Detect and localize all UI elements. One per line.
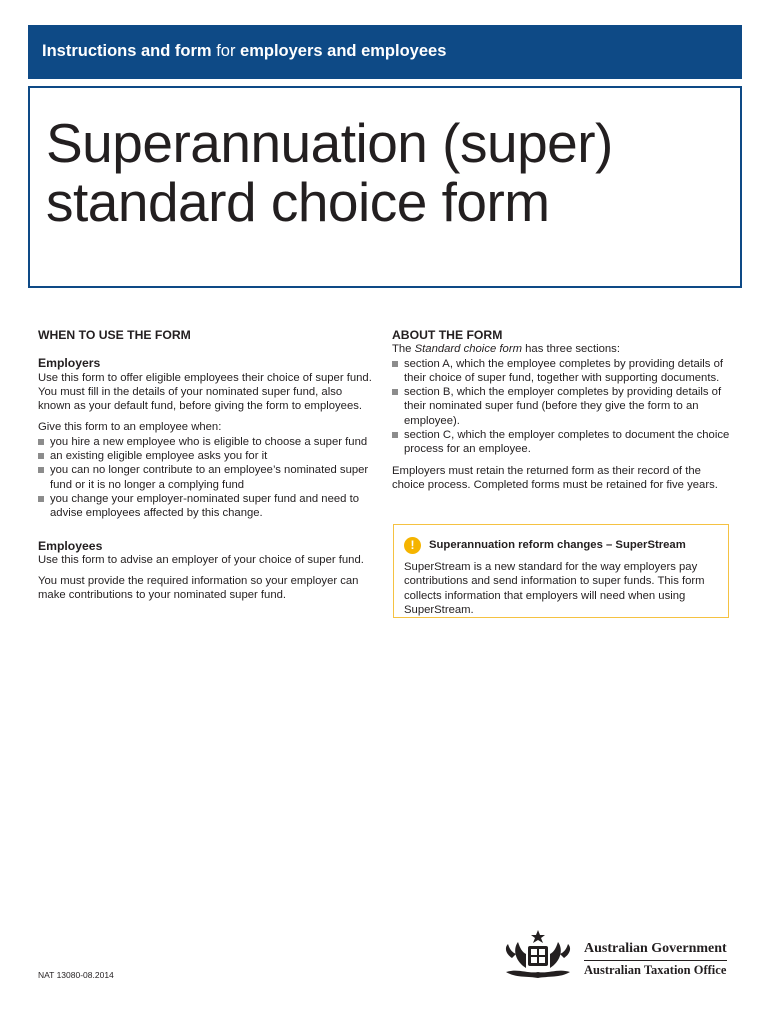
right-column — [392, 328, 732, 492]
about-form-heading: ABOUT THE FORM — [392, 328, 503, 342]
sections-bullet-list — [392, 357, 732, 457]
list-item: you can no longer contribute to an employee’s nominated super fund or it is no longer a complying fund — [38, 463, 373, 492]
title-box — [28, 86, 742, 288]
list-item: you hire a new employee who is eligible to choose a super fund — [38, 435, 373, 449]
list-item: an existing eligible employee asks you for it — [38, 449, 373, 463]
title-line-2: standard choice form — [46, 171, 550, 233]
notice-header — [404, 537, 718, 554]
bullet-square-icon — [38, 453, 44, 459]
list-item: you change your employer-nominated super fund and need to advise employees affected by this change. — [38, 492, 373, 521]
government-wordmark: Australian Government — [584, 941, 727, 961]
form-code: NAT 13080-08.2014 — [38, 970, 114, 980]
page-title — [46, 114, 613, 232]
retain-paragraph: Employers must retain the returned form as their record of the choice process. Completed forms must be retained for five years. — [392, 464, 718, 491]
employers-paragraph-1: Use this form to offer eligible employees their choice of super fund. You must fill in the details of your nominated super fund, also known as your default fund, before giving the form to employees. — [38, 371, 372, 413]
about-intro: The Standard choice form has three sections: — [392, 343, 620, 356]
employers-bullet-list — [38, 435, 373, 521]
employees-paragraph-1: Use this form to advise an employer of your choice of super fund. — [38, 553, 364, 566]
coat-of-arms-icon — [498, 928, 578, 984]
banner-text-3: employers and employees — [235, 42, 447, 60]
bullet-square-icon — [38, 439, 44, 445]
bullet-square-icon — [38, 496, 44, 502]
bullet-square-icon — [392, 361, 398, 367]
when-to-use-heading: WHEN TO USE THE FORM — [38, 328, 191, 342]
list-item: section A, which the employee completes by providing details of their choice of super fund, together with supporting documents. — [392, 357, 732, 386]
notice-body: SuperStream is a new standard for the way employers pay contributions and send information to super funds. This form collects information that employers will need when using SuperStream. — [404, 561, 705, 616]
superstream-notice — [393, 524, 729, 618]
employees-paragraph-2: You must provide the required information so your employer can make contributions to your nominated super fund. — [38, 575, 359, 602]
exclamation-icon: ! — [404, 537, 421, 554]
banner-text-2: for — [216, 42, 236, 60]
banner-text-1: Instructions and form — [42, 42, 217, 60]
bullet-square-icon — [38, 467, 44, 473]
title-line-1: Superannuation (super) — [46, 112, 613, 174]
bullet-square-icon — [392, 389, 398, 395]
left-column — [38, 328, 373, 603]
employers-heading: Employers — [38, 356, 101, 371]
bullet-square-icon — [392, 432, 398, 438]
employees-heading: Employees — [38, 538, 103, 553]
form-name-emphasis: Standard choice form — [414, 343, 522, 356]
header-banner — [28, 25, 742, 79]
ato-wordmark: Australian Taxation Office — [584, 963, 727, 977]
employers-paragraph-2: Give this form to an employee when: — [38, 421, 222, 434]
ato-logo — [498, 928, 730, 984]
list-item: section B, which the employer completes by providing details of their nominated super fund (before they give the form to an employee). — [392, 385, 732, 428]
list-item: section C, which the employer completes to document the choice process for an employee. — [392, 428, 732, 457]
notice-title: Superannuation reform changes – SuperStream — [429, 539, 686, 552]
